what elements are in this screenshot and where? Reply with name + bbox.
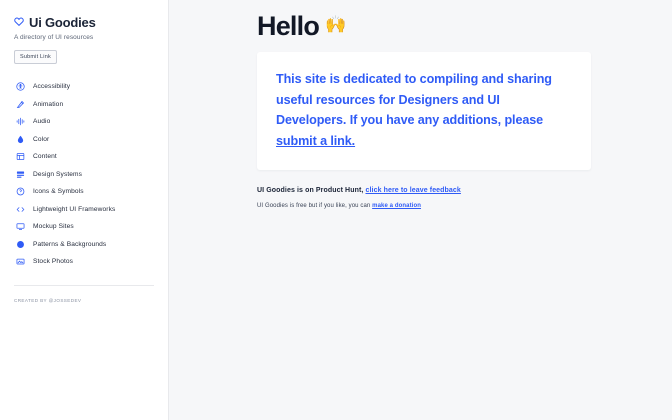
sidebar-item-animation[interactable] [14, 96, 154, 114]
main-content [169, 0, 672, 420]
sidebar-item-accessibility[interactable] [14, 78, 154, 96]
sidebar-item-icons-symbols[interactable] [14, 183, 154, 201]
sidebar-credit: CREATED BY @JOSSEDEV [14, 297, 82, 303]
sidebar-item-stock-photos[interactable] [14, 253, 154, 271]
page-title [257, 12, 591, 40]
color-drop-icon [16, 135, 25, 144]
page-title-text: Hello [257, 11, 320, 41]
animation-icon [16, 100, 25, 109]
patterns-icon [16, 240, 25, 249]
sidebar-item-label: Accessibility [33, 83, 71, 91]
sidebar-nav [14, 78, 154, 271]
make-a-donation-link[interactable]: make a donation [372, 202, 421, 209]
mockup-icon [16, 222, 25, 231]
product-hunt-feedback-link[interactable]: click here to leave feedback [365, 186, 461, 194]
sidebar-item-design-systems[interactable] [14, 166, 154, 184]
sidebar-item-color[interactable] [14, 131, 154, 149]
brand-title: Ui Goodies [29, 15, 96, 30]
donation-text: UI Goodies is free but if you like, you can [257, 202, 371, 209]
product-hunt-line [257, 187, 591, 194]
design-systems-icon [16, 170, 25, 179]
sidebar-item-label: Animation [33, 100, 64, 108]
donation-line [257, 203, 591, 209]
sidebar-divider [14, 285, 154, 286]
brand-subtitle: A directory of UI resources [14, 34, 94, 41]
sidebar-item-label: Mockup Sites [33, 223, 74, 231]
brand[interactable] [14, 15, 154, 30]
icons-symbols-icon [16, 187, 25, 196]
sidebar-item-patterns-backgrounds[interactable] [14, 236, 154, 254]
content-icon [16, 152, 25, 161]
sidebar-item-label: Design Systems [33, 170, 83, 178]
sidebar-item-label: Color [33, 135, 50, 143]
code-icon [16, 205, 25, 214]
sidebar-item-label: Stock Photos [33, 258, 74, 266]
sidebar-item-label: Content [33, 153, 57, 161]
submit-link-button[interactable]: Submit Link [14, 50, 57, 64]
sidebar-item-label: Lightweight UI Frameworks [33, 205, 116, 213]
sidebar-item-label: Icons & Symbols [33, 188, 84, 196]
stock-photos-icon [16, 257, 25, 266]
sidebar [0, 0, 169, 420]
sidebar-item-audio[interactable] [14, 113, 154, 131]
submit-a-link-link[interactable]: submit a link. [276, 133, 356, 148]
intro-card-body: This site is dedicated to compiling and sharing useful resources for Designers and UI Developers. If you have any additions, please [276, 72, 552, 128]
intro-card-text [276, 69, 572, 151]
accessibility-icon [16, 82, 25, 91]
sidebar-item-lightweight-ui-frameworks[interactable] [14, 201, 154, 219]
sidebar-item-label: Audio [33, 118, 51, 126]
sidebar-item-mockup-sites[interactable] [14, 218, 154, 236]
heart-icon [14, 17, 24, 29]
product-hunt-text: UI Goodies is on Product Hunt, [257, 186, 364, 194]
sidebar-item-content[interactable] [14, 148, 154, 166]
sidebar-item-label: Patterns & Backgrounds [33, 240, 107, 248]
raised-hands-emoji-icon: 🙌 [325, 15, 347, 34]
intro-card [257, 52, 591, 170]
audio-icon [16, 117, 25, 126]
